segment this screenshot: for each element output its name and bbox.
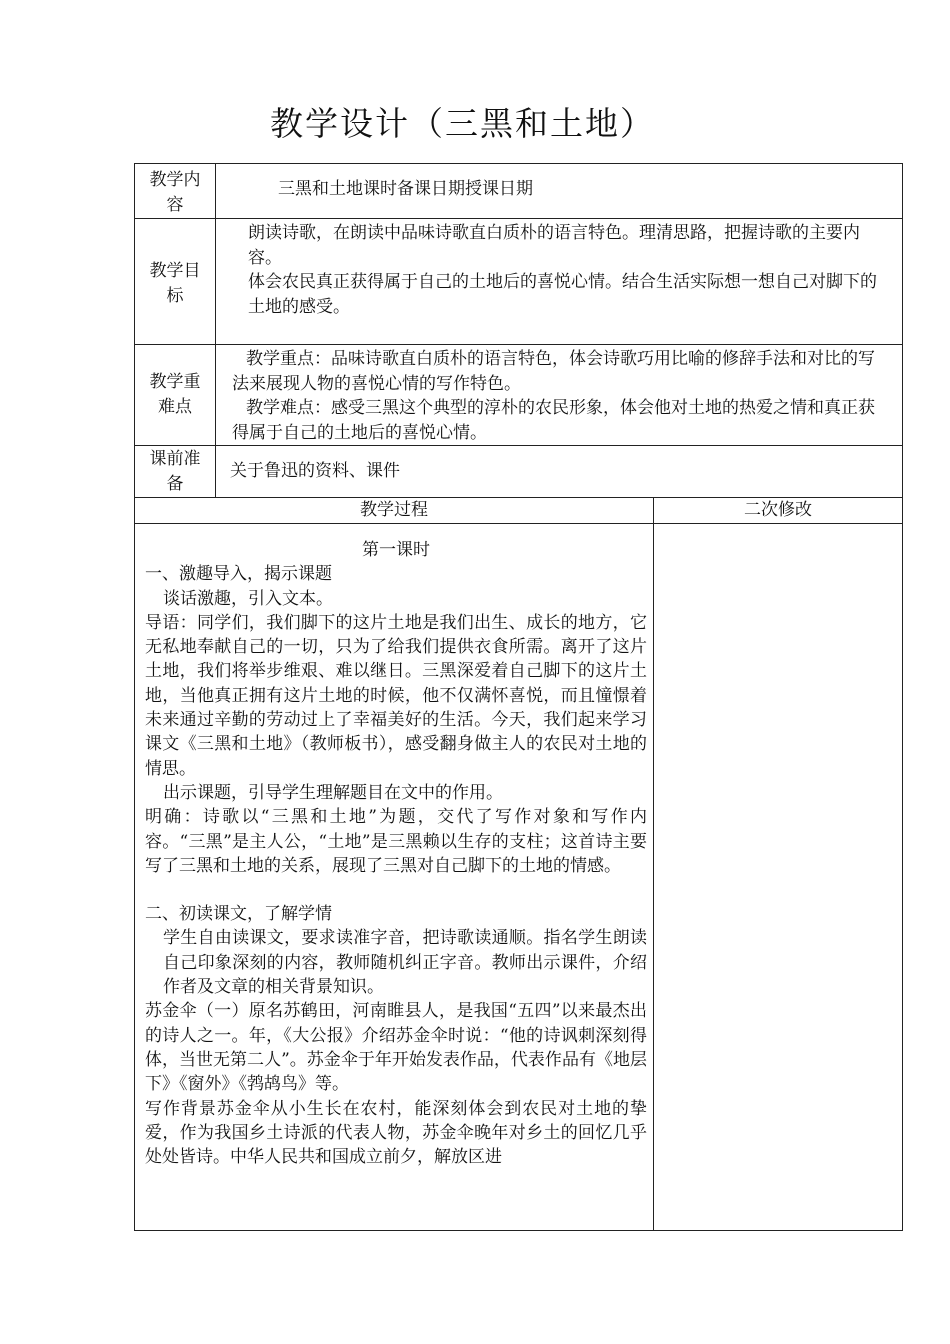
label-goals [135, 219, 216, 345]
spacer [145, 878, 647, 902]
label-prep [135, 446, 216, 498]
row-content [135, 164, 903, 219]
row-process-header [135, 498, 903, 524]
label-goals-text: 教学目标 [149, 261, 201, 306]
section1-step-a: 谈话激趣，引入文本。 [163, 588, 333, 609]
page-title: 教学设计（三黑和土地） [270, 104, 655, 143]
row-prep [135, 446, 903, 498]
prep-text: 关于鲁迅的资料、课件 [230, 461, 400, 481]
key-line-1: 教学重点：品味诗歌直白质朴的语言特色，体会诗歌巧用比喻的修辞手法和对比的写法来展现人物的喜悦心情的写作特色。 [232, 349, 875, 394]
cell-process [135, 524, 654, 1231]
section1-clarify: 明确：诗歌以“三黑和土地”为题，交代了写作对象和写作内容。“三黑”是主人公，“土地”是三黑赖以生存的支柱；这首诗主要写了三黑和土地的关系，展现了三黑对自己脚下的土地的情感。 [145, 807, 647, 876]
label-prep-text: 课前准备 [149, 449, 201, 494]
section2-title: 二、初读课文，了解学情 [145, 904, 332, 925]
row-process-body [135, 524, 903, 1231]
goal-line-1: 朗读诗歌，在朗读中品味诗歌直白质朴的语言特色。理清思路，把握诗歌的主要内容。 [248, 223, 860, 268]
row-key [135, 345, 903, 446]
lesson-heading: 第一课时 [362, 540, 430, 560]
section1-step-c: 出示课题，引导学生理解题目在文中的作用。 [163, 782, 503, 803]
lesson-plan-table [134, 163, 903, 1231]
section1-title: 一、激趣导入，揭示课题 [145, 564, 332, 585]
goal-line-2: 体会农民真正获得属于自己的土地后的喜悦心情。结合生活实际想一想自己对脚下的土地的感受。 [248, 272, 877, 317]
label-content-text: 教学内容 [149, 170, 201, 215]
label-key-text: 教学重难点 [149, 372, 201, 417]
key-line-2: 教学难点：感受三黑这个典型的淳朴的农民形象，体会他对土地的热爱之情和真正获得属于自己的土地后的喜悦心情。 [232, 398, 875, 443]
content-text: 三黑和土地课时备课日期授课日期 [278, 179, 533, 199]
cell-content [216, 164, 903, 219]
cell-goals [216, 219, 903, 345]
label-content [135, 164, 216, 219]
row-goals [135, 219, 903, 345]
cell-key [216, 345, 903, 446]
section2-step-a: 学生自由读课文，要求读准字音，把诗歌读通顺。指名学生朗读自己印象深刻的内容，教师随机纠正字音。教师出示课件，介绍作者及文章的相关背景知识。 [163, 928, 647, 998]
section1-intro: 导语：同学们，我们脚下的这片土地是我们出生、成长的地方，它无私地奉献自己的一切，只为了给我们提供衣食所需。离开了这片土地，我们将举步维艰、难以继日。三黑深爱着自己脚下的这片土地，当他真正拥有这片土地的时候，他不仅满怀喜悦，而且憧憬着未来通过辛勤的劳动过上了幸福美好的生活。今天，我们起来学习课文《三黑和土地》（教师板书），感受翻身做主人的农民对土地的情思。 [145, 612, 647, 779]
cell-revision [654, 524, 903, 1231]
label-key [135, 345, 216, 446]
author-intro: 苏金伞（一）原名苏鹤田，河南睢县人，是我国“五四”以来最杰出的诗人之一。年，《大公报》介绍苏金伞时说：“他的诗讽刺深刻得体，当世无第二人”。苏金伞于年开始发表作品，代表作品有《地层下》《窗外》《鹁鸪鸟》等。 [145, 1001, 647, 1095]
header-revision: 二次修改 [654, 498, 903, 524]
writing-background: 写作背景苏金伞从小生长在农村，能深刻体会到农民对土地的挚爱，作为我国乡土诗派的代表人物，苏金伞晚年对乡土的回忆几乎处处皆诗。中华人民共和国成立前夕，解放区进 [145, 1098, 647, 1168]
header-process: 教学过程 [135, 498, 654, 524]
cell-prep [216, 446, 903, 498]
